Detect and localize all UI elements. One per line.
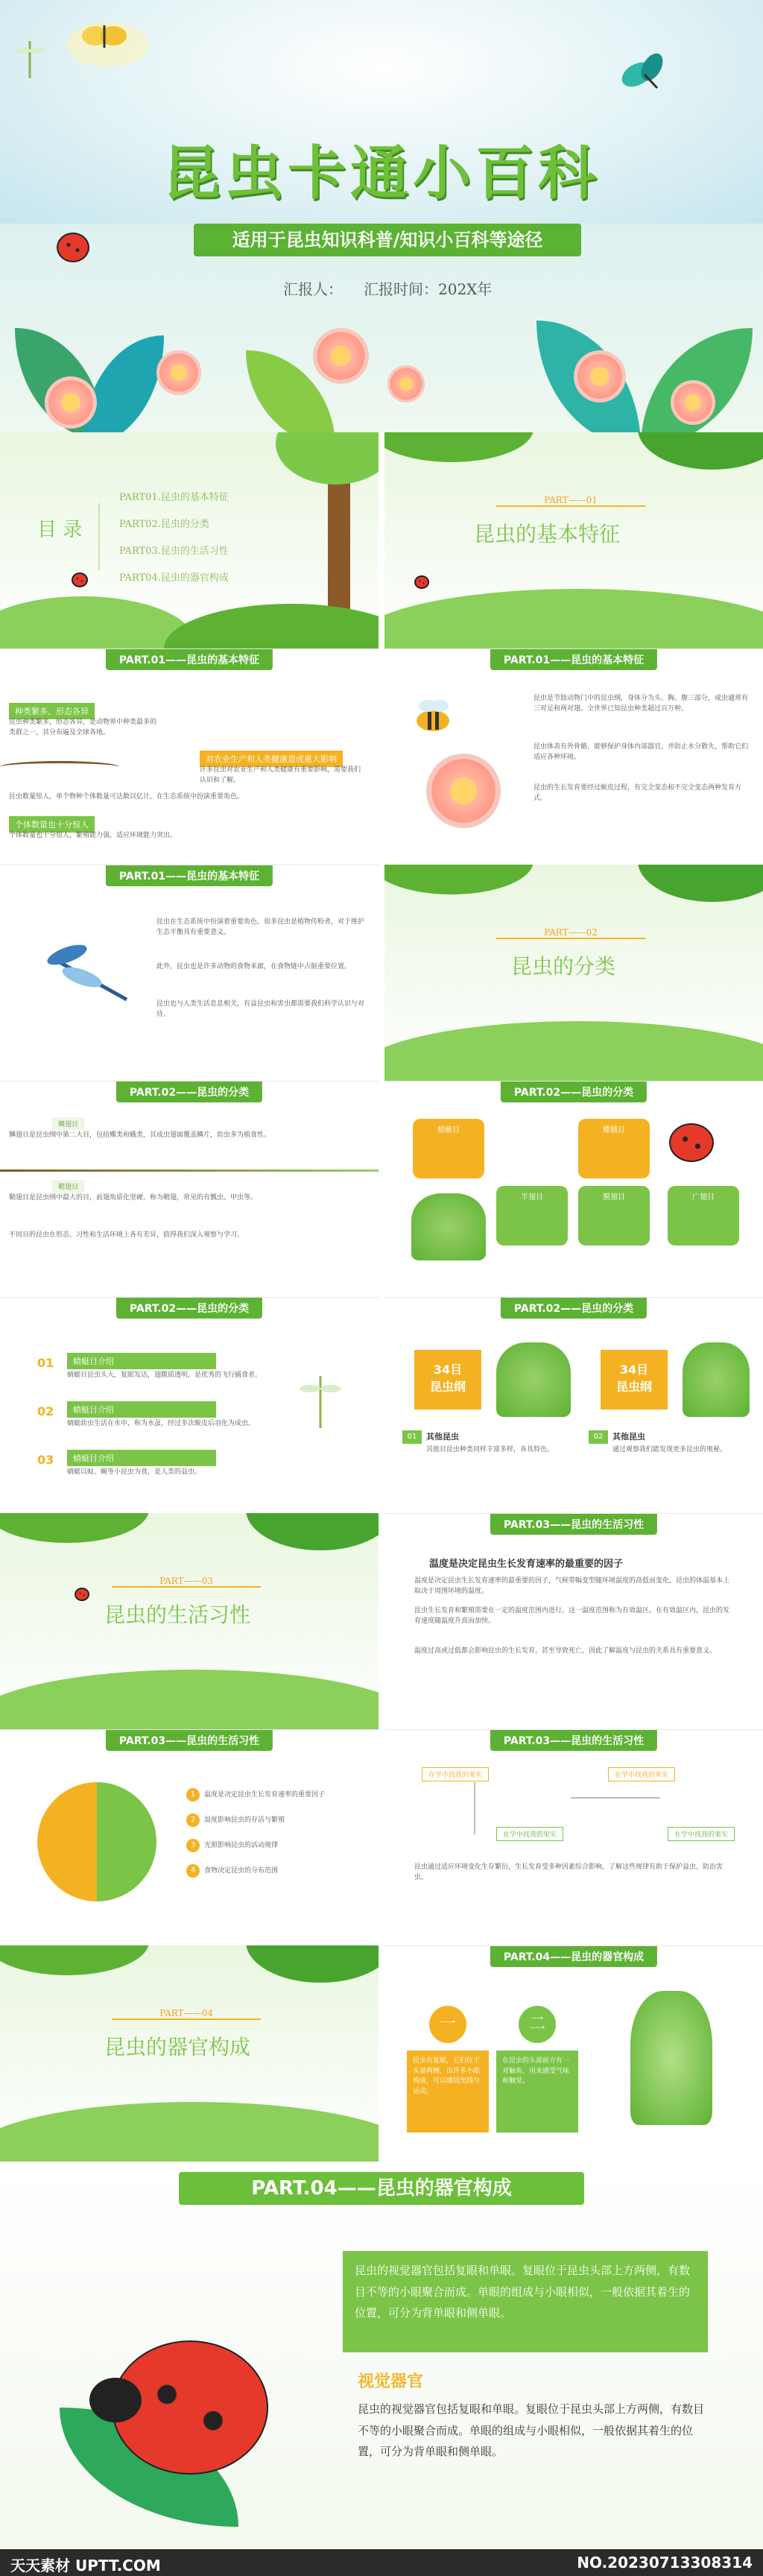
section3-title: 昆虫的生活习性 — [104, 1603, 251, 1627]
pie-slice — [37, 1842, 97, 1901]
habits-slide-2 — [0, 1729, 379, 1945]
section4-part: PART——04 — [112, 2008, 261, 2020]
footer-left: 天天素材 UPTT.COM — [10, 2557, 161, 2575]
flower-decoration — [313, 328, 369, 384]
section4-slide — [0, 1945, 379, 2162]
pie-slice — [37, 1782, 97, 1842]
order-num: 03 — [37, 1453, 54, 1467]
section1-part: PART——01 — [496, 495, 645, 507]
other-label: 其他昆虫 — [612, 1432, 645, 1442]
basic-slide-2: PART.01——昆虫的基本特征 昆虫是节肢动物门中的昆虫纲，身体分为头、胸、腹三部分，成虫通常有三对足和两对翅。全世界已知昆虫种类超过百万种。 昆虫体表有外骨骼，能够保护身体内部器官，并防止水分散失，帮助它们适应各种环境。 昆虫的生长发育要经过蜕皮过程，有完全变态和不完全变态两种发育方式。 — [384, 648, 763, 865]
organs-paragraph: 昆虫的视觉器官包括复眼和单眼。复眼位于昆虫头部上方两侧，有数目不等的小眼聚合而成。单眼的组成与小眼相似，一般依据其着生的位置，可分为背单眼和侧单眼。 — [343, 2251, 708, 2352]
vision-title: 视觉器官 — [358, 2373, 424, 2391]
classify-slide-4: PART.02——昆虫的分类 34目 昆虫纲 34目 昆虫纲 01 其他昆虫 其他目昆虫种类同样丰富多样，各具特色。 02 其他昆虫 通过观察我们能发现更多昆虫的奥秘。 — [384, 1297, 763, 1513]
flower-decoration — [45, 376, 97, 429]
footer-bar — [0, 2549, 763, 2576]
classify-slide-2 — [384, 1081, 763, 1297]
section3-slide — [0, 1513, 379, 1729]
basic-slide-3: PART.01——昆虫的基本特征 昆虫在生态系统中扮演着重要角色，很多昆虫是植物传粉者，对于维护生态平衡具有重要意义。 此外，昆虫也是许多动物的食物来源，在食物链中占据重要位置。 昆虫也与人类生活息息相关，有益昆虫和害虫都需要我们科学认识与对待。 — [0, 865, 379, 1081]
toc-item[interactable]: PART02.昆虫的分类 — [119, 519, 209, 530]
ladybug-icon — [414, 575, 429, 589]
flower-decoration — [426, 754, 501, 828]
toc-title: 目 录 — [37, 519, 83, 541]
classify-slide-3: PART.02——昆虫的分类 01 蜻蜓目介绍 蜻蜓目昆虫头大，复眼发达，翅膜质透明，是优秀的飞行捕食者。 02 蜻蜓目介绍 蜻蜓幼虫生活在水中，称为水虿，经过多次蜕皮后羽化为成虫。 03 蜻蜓目介绍 蜻蜓以蚊、蝇等小昆虫为食，是人类的益虫。 — [0, 1297, 379, 1513]
order-box: 广翅目 — [668, 1186, 739, 1246]
plant-illustration — [630, 1991, 712, 2125]
section2-title: 昆虫的分类 — [511, 954, 616, 979]
cover-slide — [0, 0, 763, 432]
flow-step: 在学中找我的果实 — [668, 1827, 735, 1841]
flower-decoration — [671, 380, 715, 425]
leaf-decoration — [82, 335, 164, 432]
tab-part03: PART.03——昆虫的生活习性 — [490, 1730, 657, 1751]
tab-part01: PART.01——昆虫的基本特征 — [106, 865, 273, 886]
flow-step: 在学中找我的果实 — [422, 1767, 489, 1781]
order-num: 01 — [37, 1356, 54, 1370]
plant-illustration — [496, 1342, 571, 1417]
ladybug-icon — [57, 233, 89, 262]
toc-list — [119, 484, 229, 592]
order-title: 蜻蜓目介绍 — [67, 1401, 216, 1418]
order-title: 蜻蜓目介绍 — [67, 1353, 216, 1369]
dragonfly-icon — [298, 1372, 343, 1432]
tab-part03: PART.03——昆虫的生活习性 — [490, 1514, 657, 1535]
flower-decoration — [156, 350, 201, 395]
cover-subtitle: 适用于昆虫知识科普/知识小百科等途径 — [194, 224, 581, 256]
pie-slice — [97, 1782, 156, 1842]
ladybug-icon — [669, 1123, 714, 1162]
organs-slide-1 — [384, 1945, 763, 2162]
organs-banner: PART.04——昆虫的器官构成 — [179, 2172, 584, 2205]
vision-paragraph: 昆虫的视觉器官包括复眼和单眼。复眼位于昆虫头部上方两侧，有数目不等的小眼聚合而成。单眼的组成与小眼相似，一般依据其着生的位置，可分为背单眼和侧单眼。 — [358, 2402, 705, 2458]
reporter-label: 汇报人： — [283, 280, 343, 298]
plant-illustration — [683, 1342, 750, 1417]
pie-chart — [37, 1782, 156, 1901]
habits-slide-1: PART.03——昆虫的生活习性 温度是决定昆虫生长发育速率的最重要的因子 温度是决定昆虫生长发育速率的最重要的因子，气候带幅变型随环境温度的高低而变化，昆虫的体温基本上取决于周围环境的温度。 昆虫生长发育和繁殖需要在一定的温度范围内进行，这一温度范围称为有效温区。在有效温区内，昆虫的发育速度随温度升高而加快。 温度过高或过低都会影响昆虫的生长发育，甚至导致死亡，因此了解温度与昆虫的关系具有重要意义。 — [384, 1513, 763, 1729]
step-circle: 一 — [429, 2006, 466, 2043]
habits-heading: 温度是决定昆虫生长发育速率的最重要的因子 — [429, 1559, 624, 1570]
organ-card: 昆虫有复眼，它们位于头部两侧，由许多小眼构成，可以感知光线与运动。 — [407, 2051, 489, 2133]
tab-part01: PART.01——昆虫的基本特征 — [106, 649, 273, 670]
order-box: 半翅目 — [496, 1186, 568, 1246]
cover-title: 昆虫卡通小百科 — [162, 139, 601, 207]
toc-item[interactable]: PART01.昆虫的基本特征 — [119, 492, 229, 503]
organs-slide-2 — [0, 2162, 763, 2549]
pie-slice — [97, 1842, 156, 1901]
tab-part03: PART.03——昆虫的生活习性 — [106, 1730, 273, 1751]
label: 鳞翅目 — [52, 1117, 84, 1130]
label: 对农业生产和人类健康造成重大影响 — [200, 751, 343, 767]
plant-illustration — [411, 1193, 486, 1260]
count-box: 34目 昆虫纲 — [601, 1350, 668, 1409]
toc-item[interactable]: PART03.昆虫的生活习性 — [119, 546, 229, 557]
dragonfly-icon — [15, 37, 45, 82]
ladybug-icon — [75, 1588, 89, 1601]
section1-title: 昆虫的基本特征 — [474, 522, 621, 546]
section2-part: PART——02 — [496, 927, 645, 939]
tab-part01: PART.01——昆虫的基本特征 — [490, 649, 657, 670]
order-box: 蝶蛾目 — [578, 1119, 650, 1178]
ladybug-icon — [72, 572, 88, 587]
flow-step: 在学中找我的果实 — [496, 1827, 563, 1841]
toc-item[interactable]: PART04.昆虫的器官构成 — [119, 572, 229, 584]
tab-part04: PART.04——昆虫的器官构成 — [490, 1946, 657, 1967]
tab-part02: PART.02——昆虫的分类 — [501, 1082, 647, 1102]
flower-decoration — [574, 350, 626, 402]
label: 种类繁多、形态各异 — [9, 703, 95, 719]
flow-step: 在学中找我的果实 — [608, 1767, 675, 1781]
flower-decoration — [387, 365, 425, 402]
section1-slide — [384, 432, 763, 648]
classify-slide-1: PART.02——昆虫的分类 鳞翅目 鳞翅目是昆虫纲中第二大目，包括蝶类和蛾类，其成虫翅面覆盖鳞片，幼虫多为植食性。 鞘翅目 鞘翅目是昆虫纲中最大的目，前翅角质化坚硬，称为鞘翅，常见的有瓢虫、甲虫等。 不同目的昆虫在形态、习性和生活环境上各有差异，值得我们深入观察与学习。 — [0, 1081, 379, 1297]
pie-legend: 1 温度是决定昆虫生长发育速率的重要因子 2 湿度影响昆虫的存活与繁殖 3 光照影响昆虫的活动规律 4 食物决定昆虫的分布范围 — [186, 1788, 365, 1878]
tab-part02: PART.02——昆虫的分类 — [116, 1298, 262, 1319]
organ-card: 在昆虫的头部前方有一对触角，用来感受气味和触觉。 — [496, 2051, 578, 2133]
basic-slide-1: PART.01——昆虫的基本特征 种类繁多、形态各异 昆虫种类繁多，形态各异，是动物界中种类最多的类群之一，其分布遍及全球各地。 对农业生产和人类健康造成重大影响 许多昆虫对农业生产和人类健康有重要影响，需要我们认识和了解。 昆虫数量惊人，单个物种个体数量可达数以亿计，在生态系统中扮演重要角色。 个体数量也十分惊人 个体数量也十分惊人，繁殖能力强，适应环境能力突出。 — [0, 648, 379, 865]
label: 个体数量也十分惊人 — [9, 816, 95, 833]
habits-slide-3: PART.03——昆虫的生活习性 在学中找我的果实 在学中找我的果实 在学中找我的果实 在学中找我的果实 昆虫通过适应环境变化生存繁衍，生长发育受多种因素综合影响，了解这些规律有助于保护益虫、防治害虫。 — [384, 1729, 763, 1945]
butterfly-icon — [75, 15, 134, 60]
butterfly-icon — [611, 45, 678, 112]
order-num: 02 — [37, 1404, 54, 1418]
order-title: 蜻蜓目介绍 — [67, 1450, 216, 1466]
footer-right: NO.20230713308314 — [577, 2554, 753, 2572]
toc-slide — [0, 432, 379, 648]
section2-slide — [384, 865, 763, 1081]
tab-part02: PART.02——昆虫的分类 — [501, 1298, 647, 1319]
tab-part02: PART.02——昆虫的分类 — [116, 1082, 262, 1102]
order-box: 膜翅目 — [578, 1186, 650, 1246]
dragonfly-icon — [37, 940, 134, 1007]
section3-part: PART——03 — [112, 1576, 261, 1588]
step-circle: 二 — [519, 2006, 556, 2043]
count-box: 34目 昆虫纲 — [414, 1350, 481, 1409]
report-time: 汇报时间：202X年 — [364, 280, 493, 298]
label: 鞘翅目 — [52, 1180, 84, 1193]
ladybug-head — [89, 2378, 142, 2422]
other-label: 其他昆虫 — [426, 1432, 459, 1442]
order-box: 蜻蜓目 — [413, 1119, 484, 1178]
bee-icon — [407, 694, 459, 739]
section4-title: 昆虫的器官构成 — [104, 2035, 251, 2059]
